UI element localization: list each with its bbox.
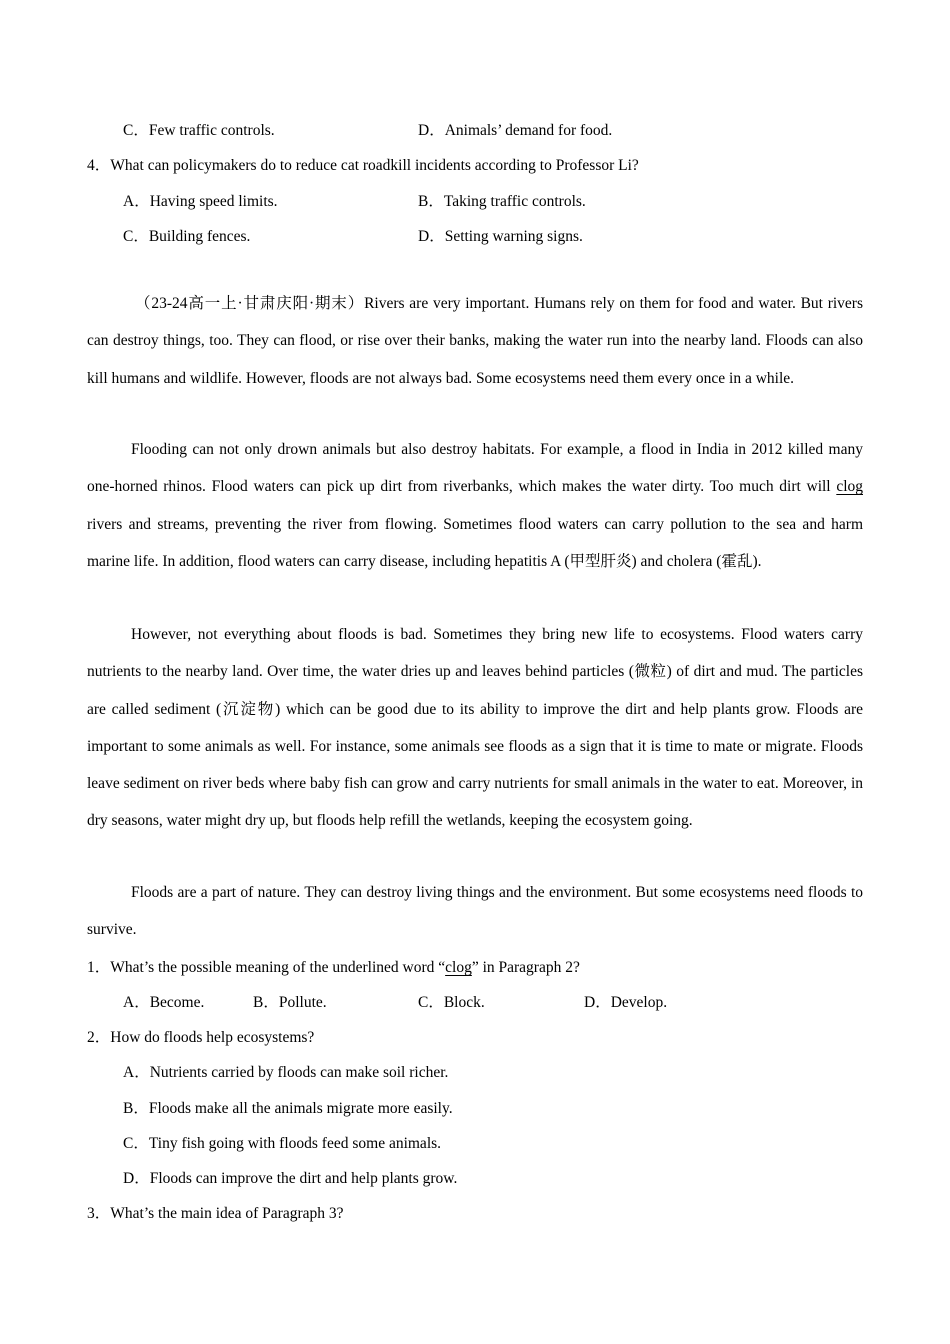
underlined-word-clog: clog (836, 478, 863, 496)
paragraph-2-text-end: rivers and streams, preventing the river from flowing. Sometimes flood waters can carry pollution to the sea and harm marine life. In addition, flood waters can carry disease, including hepatitis A (甲型肝炎) and cholera (霍乱). (87, 515, 863, 570)
paragraph-2-text-start: Flooding can not only drown animals but also destroy habitats. For example, a flood in India in 2012 killed many one-horned rhinos. Flood waters can pick up dirt from riverbanks, which makes the water dirty. Too much dirt will (87, 441, 863, 496)
q1-option-d: D．Develop. (584, 994, 668, 1011)
passage-paragraph-2 (87, 431, 863, 580)
q2-option-c: C．Tiny fish going with floods feed some animals. (123, 1135, 442, 1152)
q1-option-a: A．Become. (123, 994, 205, 1011)
q4-option-a: A．Having speed limits. (123, 193, 278, 210)
passage-paragraph-3: However, not everything about floods is bad. Sometimes they bring new life to ecosystems. Flood waters carry nutrients to the nearby land. Over time, the water dries up and leaves behind particles (微粒) of dirt and mud. The particles are called sediment (沉淀物) which can be good due to its ability to improve the dirt and help plants grow. Floods are important to some animals as well. For instance, some animals see floods as a sign that it is time to mate or migrate. Floods leave sediment on river beds where baby fish can grow and carry nutrients for small animals in the water to eat. Moreover, in dry seasons, water might dry up, but floods help refill the wetlands, keeping the ecosystem going. (87, 626, 863, 830)
q2-option-b: B．Floods make all the animals migrate more easily. (123, 1100, 453, 1117)
passage-paragraph-1: （23-24高一上·甘肃庆阳·期末）Rivers are very important. Humans rely on them for food and water. But rivers can destroy things, too. They can flood, or rise over their banks, making the water run into the nearby land. Floods can also kill humans and wildlife. However, floods are not always bad. Some ecosystems need them every once in a while. (87, 295, 863, 387)
q1-underlined-word: clog (445, 959, 472, 976)
q3-stem: 3．What’s the main idea of Paragraph 3? (87, 1205, 344, 1222)
q1-option-c: C．Block. (418, 994, 485, 1011)
q1-option-b: B．Pollute. (253, 994, 327, 1011)
q2-option-d: D．Floods can improve the dirt and help plants grow. (123, 1170, 458, 1187)
q4-option-b: B．Taking traffic controls. (418, 193, 586, 210)
q1-stem (87, 955, 580, 977)
q4-option-d: D．Setting warning signs. (418, 228, 583, 245)
q1-stem-end: ” in Paragraph 2? (471, 959, 580, 976)
prev-option-d: D．Animals’ demand for food. (418, 122, 613, 139)
q1-stem-start: 1．What’s the possible meaning of the underlined word “ (87, 959, 446, 976)
q2-stem: 2．How do floods help ecosystems? (87, 1029, 315, 1046)
prev-option-c: C．Few traffic controls. (123, 122, 275, 139)
q4-option-c: C．Building fences. (123, 228, 251, 245)
q2-option-a: A．Nutrients carried by floods can make soil richer. (123, 1064, 449, 1081)
q4-stem: 4．What can policymakers do to reduce cat roadkill incidents according to Professor Li? (87, 157, 639, 174)
passage-paragraph-4: Floods are a part of nature. They can destroy living things and the environment. But some ecosystems need floods to survive. (87, 884, 863, 939)
